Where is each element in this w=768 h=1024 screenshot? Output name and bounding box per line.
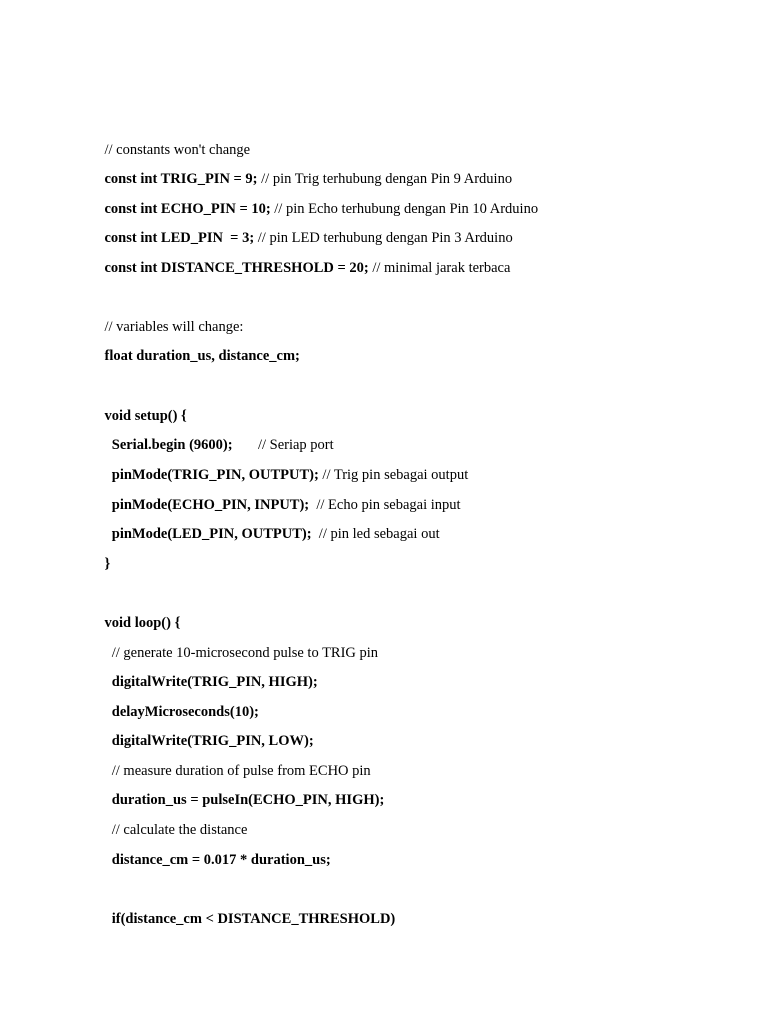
code-text: const int LED_PIN = 3; <box>104 230 255 246</box>
code-line <box>90 241 510 295</box>
code-text: pinMode(LED_PIN, OUTPUT); <box>104 526 312 542</box>
code-line <box>90 892 395 946</box>
code-comment: // variables will change: <box>104 319 244 335</box>
code-comment: // calculate the distance <box>104 822 248 838</box>
code-text: const int ECHO_PIN = 10; <box>104 201 271 217</box>
code-comment: // generate 10-microsecond pulse to TRIG pin <box>104 645 379 661</box>
code-line <box>90 507 440 561</box>
code-comment: // pin Echo terhubung dengan Pin 10 Arduino <box>270 201 539 217</box>
code-text: distance_cm = 0.017 * duration_us; <box>104 852 331 868</box>
code-text: if(distance_cm < DISTANCE_THRESHOLD) <box>104 911 396 927</box>
code-text: void setup() { <box>104 408 187 424</box>
code-text: digitalWrite(TRIG_PIN, LOW); <box>104 733 314 749</box>
code-text: Serial.begin (9600); <box>104 437 233 453</box>
code-text: float duration_us, distance_cm; <box>104 348 300 364</box>
code-text: duration_us = pulseIn(ECHO_PIN, HIGH); <box>104 792 385 808</box>
code-comment: // pin Trig terhubung dengan Pin 9 Arduino <box>257 171 513 187</box>
code-text: } <box>104 556 111 572</box>
code-text: const int DISTANCE_THRESHOLD = 20; <box>104 260 369 276</box>
code-comment: // Echo pin sebagai input <box>309 497 461 513</box>
code-line <box>90 833 331 887</box>
code-line <box>90 537 110 591</box>
code-text: pinMode(ECHO_PIN, INPUT); <box>104 497 310 513</box>
code-comment: // measure duration of pulse from ECHO pin <box>104 763 371 779</box>
code-comment: // Seriap port <box>232 437 334 453</box>
code-comment: // pin LED terhubung dengan Pin 3 Arduino <box>254 230 513 246</box>
code-comment: // constants won't change <box>104 142 251 158</box>
code-comment: // Trig pin sebagai output <box>318 467 469 483</box>
code-text: void loop() { <box>104 615 181 631</box>
code-comment: // pin led sebagai out <box>311 526 440 542</box>
code-text: digitalWrite(TRIG_PIN, HIGH); <box>104 674 318 690</box>
code-text: delayMicroseconds(10); <box>104 704 259 720</box>
code-text: const int TRIG_PIN = 9; <box>104 171 258 187</box>
code-text: pinMode(TRIG_PIN, OUTPUT); <box>104 467 319 483</box>
code-line <box>90 329 300 383</box>
code-comment: // minimal jarak terbaca <box>368 260 511 276</box>
